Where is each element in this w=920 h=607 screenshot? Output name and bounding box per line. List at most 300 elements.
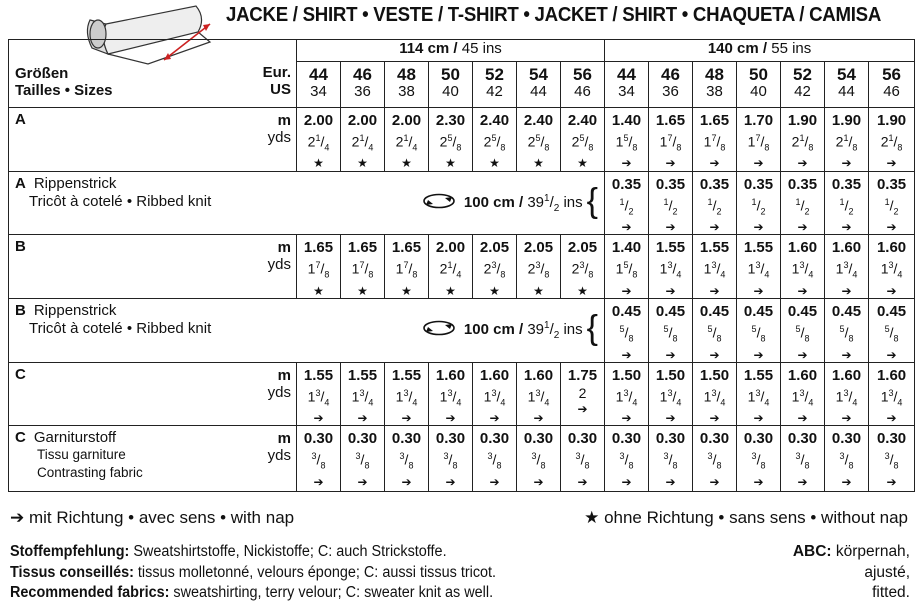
nap-mark: ➔: [709, 156, 720, 171]
yds-value: $1^3/_4$: [659, 260, 682, 280]
yds-numerator: 3: [311, 451, 317, 462]
yardage-cell: [693, 426, 737, 492]
nap-mark: ➔: [709, 411, 720, 426]
yds-denominator: 8: [848, 460, 854, 471]
size-col-5: [517, 62, 561, 108]
yds-value: $2^1/_4$: [395, 133, 418, 153]
row-label: [9, 172, 255, 235]
yds-denominator: 2: [760, 206, 766, 217]
brace-icon: {: [586, 181, 599, 220]
nap-mark: ➔: [621, 156, 632, 171]
nap-mark: ➔: [357, 474, 368, 489]
meters-value: 0.30: [743, 430, 774, 448]
yds-whole: 1: [395, 261, 404, 278]
yds-numerator: 3: [531, 451, 537, 462]
yds-denominator: 8: [628, 460, 634, 471]
meters-value: 1.40: [611, 112, 642, 129]
yds-value: $^3/_8$: [884, 451, 899, 471]
yds-value: $1^3/_4$: [439, 387, 462, 408]
nap-mark: ★: [489, 283, 500, 298]
yds-denominator: 8: [500, 269, 506, 280]
yds-denominator: 8: [496, 460, 502, 471]
yds-value: $^3/_8$: [443, 451, 458, 471]
yds-denominator: 8: [500, 142, 506, 153]
yds-denominator: 4: [808, 269, 814, 280]
yardage-cell: [297, 426, 341, 492]
yds-whole: 1: [791, 261, 800, 278]
size-us: 42: [794, 83, 811, 100]
eur-us-label: [255, 62, 297, 108]
yds-whole: 1: [307, 261, 316, 278]
page-title: JACKE / SHIRT • VESTE / T-SHIRT • JACKET / SHIRT • CHAQUETA / CAMISA: [226, 3, 882, 26]
nap-mark: ➔: [797, 347, 808, 362]
yds-value: $2^5/_8$: [439, 133, 462, 153]
yardage-cell: [341, 426, 385, 492]
nap-mark: ★: [357, 283, 368, 298]
yds-denominator: 2: [628, 206, 634, 217]
yds-numerator: 3: [535, 387, 541, 398]
nap-mark: ➔: [489, 474, 500, 489]
yds-numerator: 1: [707, 197, 713, 207]
unit-m: m: [277, 239, 291, 257]
rib-inch-den: 2: [553, 330, 560, 342]
meters-value: 2.40: [523, 112, 554, 129]
header-corner: [9, 40, 297, 62]
width-140-header: [605, 40, 915, 62]
meters-value: 1.55: [743, 366, 774, 384]
yds-denominator: 8: [368, 269, 374, 280]
nap-mark: ★: [577, 156, 588, 171]
yds-denominator: 2: [804, 206, 810, 217]
size-us: 34: [310, 83, 327, 100]
meters-value: 0.30: [876, 430, 907, 448]
yardage-cell: [825, 172, 869, 235]
yds-numerator: 3: [795, 451, 801, 462]
yds-denominator: 8: [893, 460, 899, 471]
yardage-cell: [649, 362, 693, 425]
yds-numerator: 3: [667, 387, 673, 398]
yds-value: $1^7/_8$: [351, 260, 374, 280]
size-col-13: [869, 62, 915, 108]
size-eur: 50: [749, 65, 768, 84]
yds-denominator: 4: [324, 397, 330, 408]
yds-numerator: 3: [535, 260, 541, 271]
nap-mark: ★: [489, 156, 500, 171]
yds-denominator: 8: [364, 460, 370, 471]
yds-whole: 1: [351, 261, 360, 278]
yds-whole: 1: [703, 388, 712, 405]
size-us: 38: [706, 83, 723, 100]
meters-value: 0.35: [831, 176, 862, 193]
fit-note: [793, 542, 910, 604]
yds-denominator: 8: [456, 142, 462, 153]
row-label: [9, 426, 255, 492]
recommend-en-key: Recommended fabrics:: [10, 584, 170, 601]
recommend-fr-key: Tissus conseillés:: [10, 563, 134, 581]
size-col-11: [781, 62, 825, 108]
yds-denominator: 4: [500, 397, 506, 408]
nap-mark: ➔: [797, 474, 808, 489]
yardage-cell: [561, 426, 605, 492]
unit-m: m: [277, 430, 291, 448]
row-name: Garniturstoff: [33, 429, 117, 447]
yds-whole: 1: [659, 388, 668, 405]
yds-value: $^3/_8$: [487, 451, 502, 471]
nap-mark: ➔: [797, 283, 808, 298]
yds-denominator: 4: [412, 397, 418, 408]
yds-numerator: 5: [623, 260, 629, 271]
yardage-cell: [429, 108, 473, 172]
yds-whole: 1: [703, 261, 712, 278]
yds-numerator: 5: [491, 133, 497, 143]
yardage-cell: [781, 426, 825, 492]
nap-mark: ➔: [886, 220, 897, 235]
yardage-cell: [737, 108, 781, 172]
size-eur: 54: [837, 65, 856, 84]
meters-value: 0.30: [655, 430, 686, 448]
rib-width-note: 100 cm / $39^1/_2$ ins {: [255, 299, 605, 362]
nap-mark: ★: [401, 283, 412, 298]
table-row: [9, 172, 915, 235]
yds-value: $2^1/_4$: [351, 133, 374, 153]
yds-whole: 1: [703, 133, 712, 150]
meters-value: 0.30: [347, 430, 378, 448]
row-letter: B: [15, 302, 26, 320]
yds-value: $^3/_8$: [531, 451, 546, 471]
yds-denominator: 8: [544, 269, 550, 280]
nap-mark: ➔: [841, 283, 852, 298]
sizes-label: [9, 62, 255, 108]
yds-whole: 2: [880, 133, 889, 150]
nap-mark: ➔: [445, 474, 456, 489]
yardage-cell: [561, 235, 605, 299]
size-us: 46: [883, 83, 900, 100]
rib-inch-den: 2: [553, 202, 560, 214]
yds-denominator: 4: [764, 269, 770, 280]
nap-mark: ➔: [886, 347, 897, 362]
rib-inch-whole: 39: [527, 193, 544, 211]
meters-value: 0.45: [831, 303, 862, 321]
nap-mark: ➔: [886, 474, 897, 489]
nap-mark: ★: [577, 283, 588, 298]
yds-denominator: 4: [852, 269, 858, 280]
row-name: Rippenstrick: [33, 175, 117, 192]
yds-numerator: 1: [403, 133, 409, 143]
yardage-cell: [737, 235, 781, 299]
yds-value: $2^5/_8$: [571, 133, 594, 153]
yds-denominator: 8: [720, 142, 726, 153]
meters-value: 2.40: [479, 112, 510, 129]
yds-whole: 2: [351, 133, 360, 150]
nap-mark: ➔: [709, 347, 720, 362]
yds-denominator: 4: [897, 269, 903, 280]
yds-denominator: 8: [320, 460, 326, 471]
yds-denominator: 4: [324, 142, 330, 153]
size-us: 42: [486, 83, 503, 100]
yds-whole: 1: [439, 388, 448, 405]
rib-cm: 100 cm /: [463, 321, 524, 339]
yds-whole: 2: [395, 133, 404, 150]
unit-yds: yds: [267, 383, 291, 401]
yds-denominator: 4: [852, 397, 858, 408]
yds-whole: 2: [307, 133, 316, 150]
nap-mark: ➔: [797, 411, 808, 426]
meters-value: 1.40: [611, 239, 642, 257]
yds-whole: 2: [791, 133, 800, 150]
meters-value: 0.45: [787, 303, 818, 321]
size-col-4: [473, 62, 517, 108]
yardage-cell: [605, 172, 649, 235]
nap-mark: ➔: [753, 220, 764, 235]
yds-numerator: 3: [355, 451, 361, 462]
yardage-cell: [693, 362, 737, 425]
recommend-en-text: sweatshirting, terry velour; C: sweater knit as well.: [169, 584, 494, 601]
yardage-cell: [869, 172, 915, 235]
yardage-cell: [561, 108, 605, 172]
yds-numerator: 5: [579, 133, 585, 143]
size-us: 36: [662, 83, 679, 100]
yds-whole: 2: [835, 133, 844, 150]
yds-value: $^5/_8$: [663, 324, 678, 344]
yds-whole: 2: [527, 261, 536, 278]
unit-m: m: [277, 366, 291, 384]
width-114-header: [297, 40, 605, 62]
size-col-6: [561, 62, 605, 108]
meters-value: 0.30: [435, 430, 466, 448]
yds-numerator: 1: [359, 133, 365, 143]
yds-numerator: 3: [491, 260, 497, 271]
yds-value: $^1/_2$: [619, 197, 634, 217]
yds-numerator: 3: [619, 451, 625, 462]
yds-value: $2^5/_8$: [527, 133, 550, 153]
yds-numerator: 7: [315, 260, 321, 271]
yds-whole: 1: [835, 388, 844, 405]
nap-mark: ➔: [621, 347, 632, 362]
meters-value: 1.60: [876, 239, 907, 257]
yds-denominator: 8: [540, 460, 546, 471]
size-eur: 44: [309, 65, 328, 84]
yardage-table: [8, 39, 915, 492]
size-eur: 50: [441, 65, 460, 84]
meters-value: 0.35: [743, 176, 774, 193]
nap-mark: ★: [357, 156, 368, 171]
nap-mark: ➔: [841, 474, 852, 489]
yardage-cell: [341, 235, 385, 299]
size-us: 44: [838, 83, 855, 100]
yardage-cell: [429, 426, 473, 492]
yds-numerator: 3: [799, 387, 805, 398]
yds-denominator: 8: [588, 142, 594, 153]
yds-value: $^3/_8$: [707, 451, 722, 471]
yds-denominator: 4: [720, 269, 726, 280]
yds-value: $1^7/_8$: [395, 260, 418, 280]
yds-denominator: 8: [716, 460, 722, 471]
rib-inch-num: 1: [544, 192, 550, 204]
yardage-cell: [473, 235, 517, 299]
yds-denominator: 8: [893, 333, 899, 344]
yardage-cell: [693, 108, 737, 172]
yardage-cell: [737, 172, 781, 235]
meters-value: 0.45: [611, 303, 642, 321]
yds-numerator: 3: [399, 451, 405, 462]
yardage-cell: [649, 108, 693, 172]
meters-value: 0.35: [699, 176, 730, 193]
yds-value: $^1/_2$: [884, 197, 899, 217]
yardage-cell: [473, 426, 517, 492]
yardage-cell: [781, 362, 825, 425]
meters-value: 1.50: [699, 366, 730, 384]
meters-value: 0.30: [391, 430, 422, 448]
yardage-cell: [297, 108, 341, 172]
yds-whole: 1: [527, 388, 536, 405]
row-letter: C: [15, 429, 26, 447]
yds-whole: 2: [439, 261, 448, 278]
yds-denominator: 8: [412, 269, 418, 280]
row-subtitle: Contrasting fabric: [37, 465, 143, 481]
yardage-cell: [737, 299, 781, 362]
nap-mark: ★: [401, 156, 412, 171]
yds-value: $^3/_8$: [839, 451, 854, 471]
meters-value: 1.90: [787, 112, 818, 129]
yds-numerator: 3: [491, 387, 497, 398]
yds-numerator: 1: [839, 197, 845, 207]
rib-loop-icon: [422, 192, 458, 210]
yds-numerator: 3: [667, 260, 673, 271]
nap-mark: ➔: [621, 220, 632, 235]
yds-numerator: 1: [663, 197, 669, 207]
yardage-cell: [385, 362, 429, 425]
meters-value: 0.35: [611, 176, 642, 193]
nap-mark: ➔: [753, 156, 764, 171]
yds-denominator: 4: [897, 397, 903, 408]
yardage-cell: [385, 108, 429, 172]
meters-value: 0.45: [876, 303, 907, 321]
size-eur: 46: [661, 65, 680, 84]
yds-denominator: 8: [804, 333, 810, 344]
nap-mark: ➔: [621, 283, 632, 298]
yds-value: $^5/_8$: [751, 324, 766, 344]
yds-numerator: 3: [799, 260, 805, 271]
yds-numerator: 3: [403, 387, 409, 398]
yds-numerator: 3: [487, 451, 493, 462]
yds-numerator: 5: [623, 133, 629, 143]
yds-denominator: 4: [764, 397, 770, 408]
meters-value: 1.55: [743, 239, 774, 257]
yds-denominator: 8: [764, 142, 770, 153]
fit-note-de: körpernah,: [831, 543, 910, 560]
yds-whole: 1: [351, 388, 360, 405]
yds-value: $^3/_8$: [311, 451, 326, 471]
yds-numerator: 1: [799, 133, 805, 143]
meters-value: 1.70: [743, 112, 774, 129]
yds-whole: 1: [880, 388, 889, 405]
yds-denominator: 8: [676, 142, 682, 153]
yds-numerator: 5: [884, 324, 890, 335]
meters-value: 1.55: [391, 366, 422, 384]
yds-numerator: 3: [888, 387, 894, 398]
yds-value: $^3/_8$: [795, 451, 810, 471]
meters-value: 1.65: [347, 239, 378, 257]
meters-value: 1.55: [347, 366, 378, 384]
nap-mark: ➔: [753, 474, 764, 489]
yds-numerator: 3: [579, 260, 585, 271]
size-us: 46: [574, 83, 591, 100]
yds-numerator: 1: [843, 133, 849, 143]
yds-numerator: 7: [711, 133, 717, 143]
recommended-fabrics: [10, 542, 496, 604]
meters-value: 0.30: [699, 430, 730, 448]
nap-mark: ➔: [753, 283, 764, 298]
fit-note-en: fitted.: [872, 584, 910, 601]
yds-denominator: 4: [456, 397, 462, 408]
legend-with-nap: ➔ mit Richtung • avec sens • with nap: [10, 508, 295, 527]
size-eur: 48: [397, 65, 416, 84]
yds-whole: 1: [880, 261, 889, 278]
yds-whole: 1: [659, 261, 668, 278]
yds-value: $^5/_8$: [619, 324, 634, 344]
yardage-cell: [297, 235, 341, 299]
meters-value: 0.30: [611, 430, 642, 448]
yds-value: $^5/_8$: [795, 324, 810, 344]
nap-mark: ★: [533, 156, 544, 171]
yds-denominator: 8: [632, 142, 638, 153]
nap-mark: ➔: [753, 411, 764, 426]
yds-denominator: 8: [584, 460, 590, 471]
yardage-cell: [825, 108, 869, 172]
nap-mark: ★: [533, 283, 544, 298]
yds-numerator: 7: [403, 260, 409, 271]
meters-value: 1.90: [876, 112, 907, 129]
yardage-cell: [869, 235, 915, 299]
nap-mark: ➔: [445, 411, 456, 426]
yds-whole: 1: [483, 388, 492, 405]
meters-value: 1.60: [876, 366, 907, 384]
rib-cm: 100 cm /: [463, 193, 524, 211]
nap-mark: ➔: [665, 220, 676, 235]
yds-whole: 1: [615, 261, 624, 278]
yds-whole: 1: [791, 388, 800, 405]
nap-mark: ➔: [489, 411, 500, 426]
sizes-label-line2: Tailles • Sizes: [15, 81, 113, 99]
yds-value: $^1/_2$: [663, 197, 678, 217]
yds-numerator: 3: [884, 451, 890, 462]
yds-numerator: 3: [359, 387, 365, 398]
size-eur: 52: [485, 65, 504, 84]
rib-inch-unit: ins: [563, 321, 583, 339]
yds-denominator: 4: [808, 397, 814, 408]
size-us: 34: [618, 83, 635, 100]
yds-value: $^5/_8$: [707, 324, 722, 344]
yds-numerator: 1: [751, 197, 757, 207]
meters-value: 2.05: [567, 239, 598, 257]
nap-mark: ➔: [886, 283, 897, 298]
yardage-cell: [781, 299, 825, 362]
meters-value: 0.30: [523, 430, 554, 448]
yds-numerator: 3: [711, 387, 717, 398]
yds-denominator: 8: [632, 269, 638, 280]
yds-value: $1^3/_4$: [835, 387, 858, 408]
yds-denominator: 4: [676, 269, 682, 280]
yds-value: $1^7/_8$: [659, 133, 682, 153]
row-letter: A: [15, 111, 26, 128]
yardage-cell: [869, 299, 915, 362]
meters-value: 1.60: [523, 366, 554, 384]
yds-denominator: 8: [760, 333, 766, 344]
yardage-cell: [649, 172, 693, 235]
yardage-cell: [825, 426, 869, 492]
size-col-12: [825, 62, 869, 108]
yds-value: $^1/_2$: [839, 197, 854, 217]
